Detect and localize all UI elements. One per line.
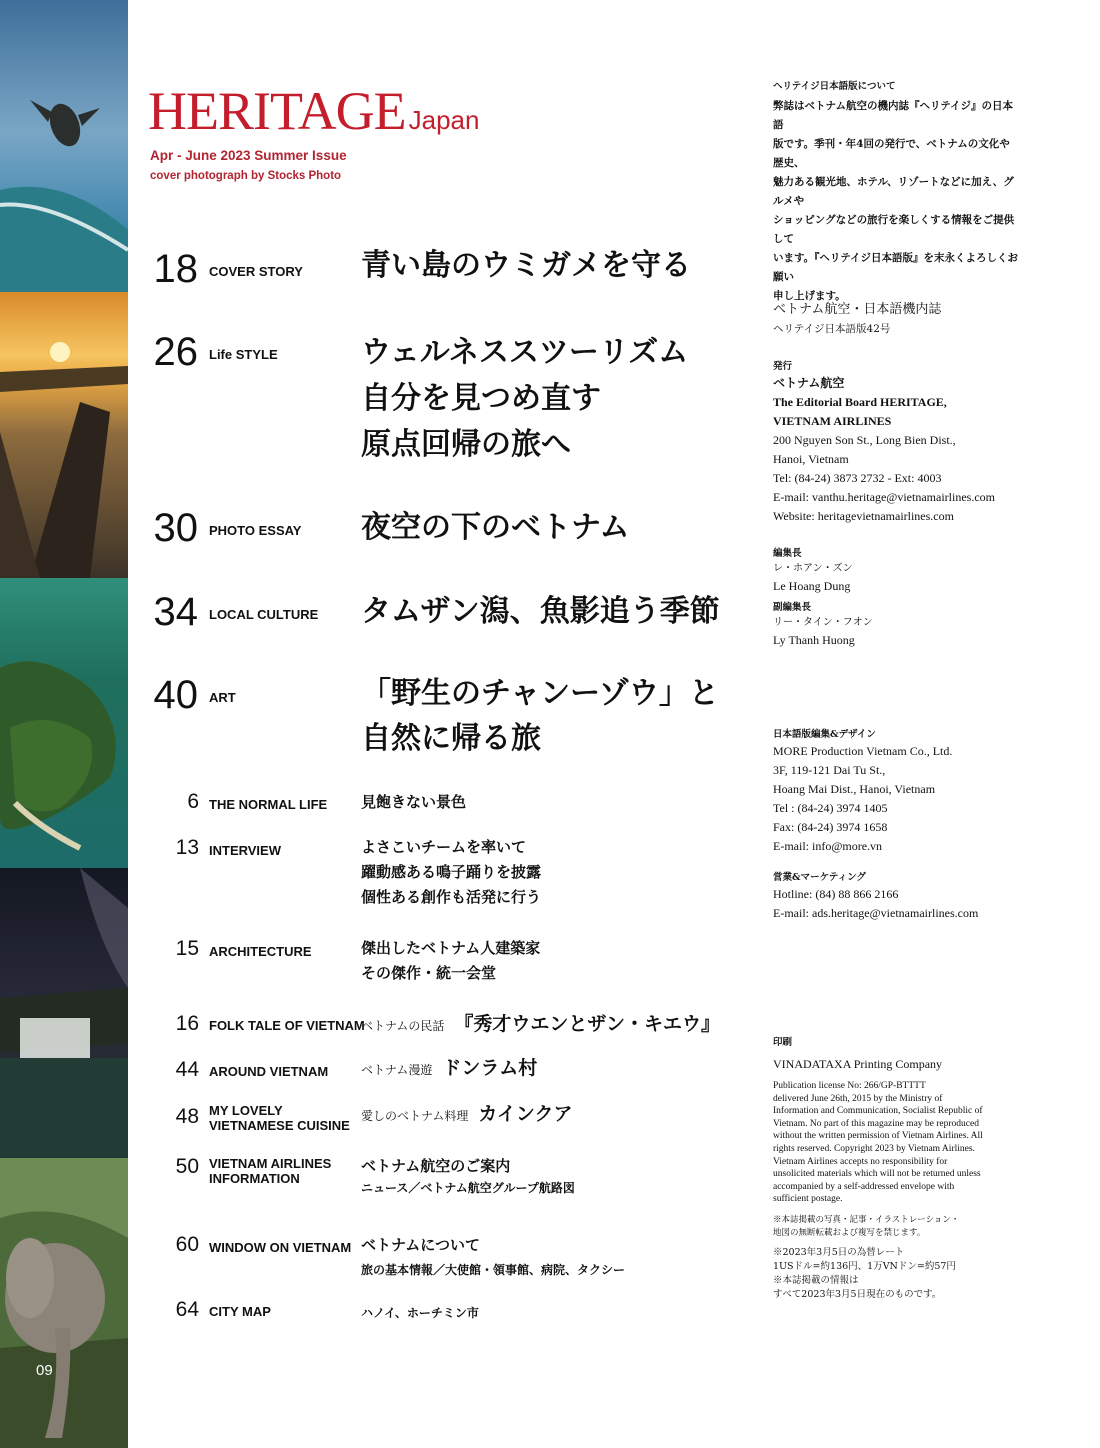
- toc-section-label: COVER STORY: [209, 264, 303, 279]
- printing-heading: 印刷: [773, 1037, 793, 1048]
- toc-title-subline: 旅の基本情報／大使館・領事館、病院、タクシー: [361, 1263, 626, 1277]
- toc-section-label: Life STYLE: [209, 347, 278, 362]
- toc-title-line: 自然に帰る旅: [361, 721, 541, 756]
- toc-title-line: 見飽きない景色: [361, 793, 467, 811]
- copyright-notice: ※本誌掲載の写真・記事・イラストレーション・ 地図の無断転載および複写を禁じます。: [773, 1214, 960, 1238]
- toc-page-number: 6: [187, 790, 199, 813]
- toc-title-prefix: 愛しのベトナム料理: [361, 1109, 469, 1123]
- colophon-deputy-editor: 副編集長 リー・タイン・フオン Ly Thanh Huong: [773, 602, 873, 647]
- colophon-magazine: [773, 300, 941, 339]
- toc-title-main: ドンラム村: [442, 1057, 538, 1079]
- colophon-about: [773, 80, 1018, 306]
- toc-section-label: INFORMATION: [209, 1171, 300, 1186]
- toc-title-main: 『秀才ウエンとザン・キエウ』: [454, 1013, 721, 1035]
- toc-title-line: 傑出したベトナム人建築家: [361, 939, 541, 957]
- toc-section-label: INTERVIEW: [209, 843, 281, 858]
- sunset-river-photo: [0, 292, 128, 578]
- toc-title-line: 原点回帰の旅へ: [361, 427, 571, 462]
- license-text: Publication license No: 266/GP-BTTTT delivered June 26th, 2015 by the Ministry of Information and Communication, Socialist Republic of Vietnam. No part of this magazine may be reproduced without the written permission of Vietnam Airlines. All rights reserved. Copyright 2023 by Vietnam Airlines. Vietnam Airlines accepts no responsibility for unsolicited materials which will not be returned unless accompanied by a self-addressed envelope with sufficient postage.: [773, 1081, 983, 1205]
- toc-section-label: WINDOW ON VIETNAM: [209, 1240, 352, 1255]
- exchange-rate-note: ※2023年3月5日の為替レート 1USドル=約136円、1万VNドン=約57円 ※本誌掲載の情報は すべて2023年3月5日現在のものです。: [773, 1246, 956, 1300]
- colophon-design: 日本語版編集&デザイン MORE Production Vietnam Co., Ltd. 3F, 119-121 Dai Tu St., Hoang Mai Dist., Hanoi, Vietnam Tel : (84-24) 3974 1405 Fax: (84-24) 3974 1658 E-mail: info@more.vn: [773, 729, 953, 853]
- toc-section-label: MY LOVELY: [209, 1103, 283, 1118]
- toc-title-line: [361, 1013, 720, 1038]
- toc-title-prefix: ベトナム漫遊: [361, 1063, 433, 1077]
- toc-page-number: 44: [175, 1058, 199, 1081]
- toc-page-number: 48: [175, 1105, 199, 1128]
- toc-title-line: 自分を見つめ直す: [361, 381, 601, 416]
- toc-section-label: ARCHITECTURE: [209, 944, 312, 959]
- toc-title-line: よさこいチームを率いて: [361, 838, 527, 856]
- toc-title-prefix: ベトナムの民話: [361, 1019, 445, 1033]
- about-text: 弊誌はベトナム航空の機内誌『ヘリテイジ』の日本語 版です。季刊・年4回の発行で、ベトナムの文化や歴史、 魅力ある観光地、ホテル、リゾートなどに加え、グルメや ショッピングなどの旅行を楽しくする情報をご提供して います。『ヘリテイジ日本語版』を末永くよろしくお願い 申し上げます。: [773, 100, 1018, 302]
- colophon-printing: [773, 1036, 1013, 1302]
- issue-label: Apr - June 2023 Summer Issue: [150, 148, 347, 163]
- publisher-heading: 発行: [773, 361, 793, 372]
- toc-title-line: ベトナムについて: [361, 1236, 480, 1254]
- toc-title-line: ウェルネススツーリズム: [361, 335, 689, 370]
- deputy-heading: 副編集長: [773, 602, 812, 613]
- toc-section-label: AROUND VIETNAM: [209, 1064, 329, 1079]
- island-aerial-photo: [0, 578, 128, 868]
- toc-section-label: PHOTO ESSAY: [209, 523, 302, 538]
- toc-title-line: 躍動感ある鳴子踊りを披露: [361, 863, 542, 881]
- toc-title-line: 夜空の下のベトナム: [361, 510, 630, 545]
- toc-page-number: 60: [175, 1233, 199, 1256]
- toc-page-number: 16: [175, 1012, 199, 1035]
- toc-section-label: VIETNAMESE CUISINE: [209, 1118, 350, 1133]
- toc-section-label: LOCAL CULTURE: [209, 607, 319, 622]
- toc-page-number: 50: [175, 1155, 199, 1178]
- toc-section-label: FOLK TALE OF VIETNAM: [209, 1018, 365, 1033]
- toc-title-subline: ニュース／ベトナム航空グループ航路図: [361, 1181, 575, 1195]
- toc-title-subline: ハノイ、ホーチミン市: [361, 1306, 479, 1320]
- colophon-publisher: 発行 ベトナム航空 The Editorial Board HERITAGE, VIETNAM AIRLINES 200 Nguyen Son St., Long Bien Dist., Hanoi, Vietnam Tel: (84-24) 3873 2732 - Ext: 4003 E-mail: vanthu.heritage@vietnamairlines.com Website: heritagevietnamairlines.com: [773, 361, 995, 523]
- editor-heading: 編集長: [773, 548, 802, 559]
- sales-heading: 営業&マーケティング: [773, 872, 866, 883]
- cover-credit: cover photograph by Stocks Photo: [150, 170, 342, 182]
- design-heading: 日本語版編集&デザイン: [773, 729, 876, 740]
- toc-page-number: 40: [153, 673, 198, 717]
- elephant-photo: [0, 1158, 128, 1448]
- toc-page-number: 64: [175, 1298, 199, 1321]
- toc-page-number: 26: [153, 330, 198, 374]
- toc-page-number: 15: [175, 937, 199, 960]
- toc-title-line: その傑作・統一会堂: [361, 964, 497, 982]
- magazine-title: ベトナム航空・日本語機内誌: [773, 302, 942, 317]
- toc-page-number: 13: [175, 836, 199, 859]
- night-waterfall-photo: [0, 868, 128, 1158]
- toc-page-number: 34: [153, 590, 198, 634]
- toc-title-line: [361, 1057, 537, 1082]
- page-number: 09: [36, 1362, 53, 1379]
- toc-page-number: 30: [153, 506, 198, 550]
- toc-section-label: THE NORMAL LIFE: [209, 797, 328, 812]
- toc-section-label: CITY MAP: [209, 1304, 271, 1319]
- toc-title-line: 個性ある創作も活発に行う: [361, 888, 542, 906]
- about-heading: ヘリテイジ日本語版について: [773, 81, 896, 92]
- colophon-editor: 編集長 レ・ホアン・ズン Le Hoang Dung: [773, 548, 853, 593]
- colophon-sales: 営業&マーケティング Hotline: (84) 88 866 2166 E-mail: ads.heritage@vietnamairlines.com: [773, 872, 979, 920]
- toc-title-line: ベトナム航空のご案内: [361, 1157, 511, 1175]
- toc-page-number: 18: [153, 247, 198, 291]
- toc-title-line: タムザン潟、魚影追う季節: [361, 594, 720, 629]
- toc-title-line: [361, 1103, 572, 1128]
- photo-strip: [0, 0, 128, 1448]
- toc-title-line: 「野生のチャンーゾウ」と: [361, 676, 719, 711]
- toc-title-line: 青い島のウミガメを守る: [361, 248, 691, 283]
- magazine-issue: ヘリテイジ日本語版42号: [773, 323, 891, 335]
- sea-turtle-photo: [0, 0, 128, 292]
- toc-section-label: ART: [209, 690, 236, 705]
- toc-section-label: VIETNAM AIRLINES: [209, 1156, 332, 1171]
- heritage-japan-logo: HERITAGE Japan: [148, 81, 480, 141]
- printer-name: VINADATAXA Printing Company: [773, 1057, 943, 1071]
- toc-title-main: カインクア: [478, 1103, 573, 1125]
